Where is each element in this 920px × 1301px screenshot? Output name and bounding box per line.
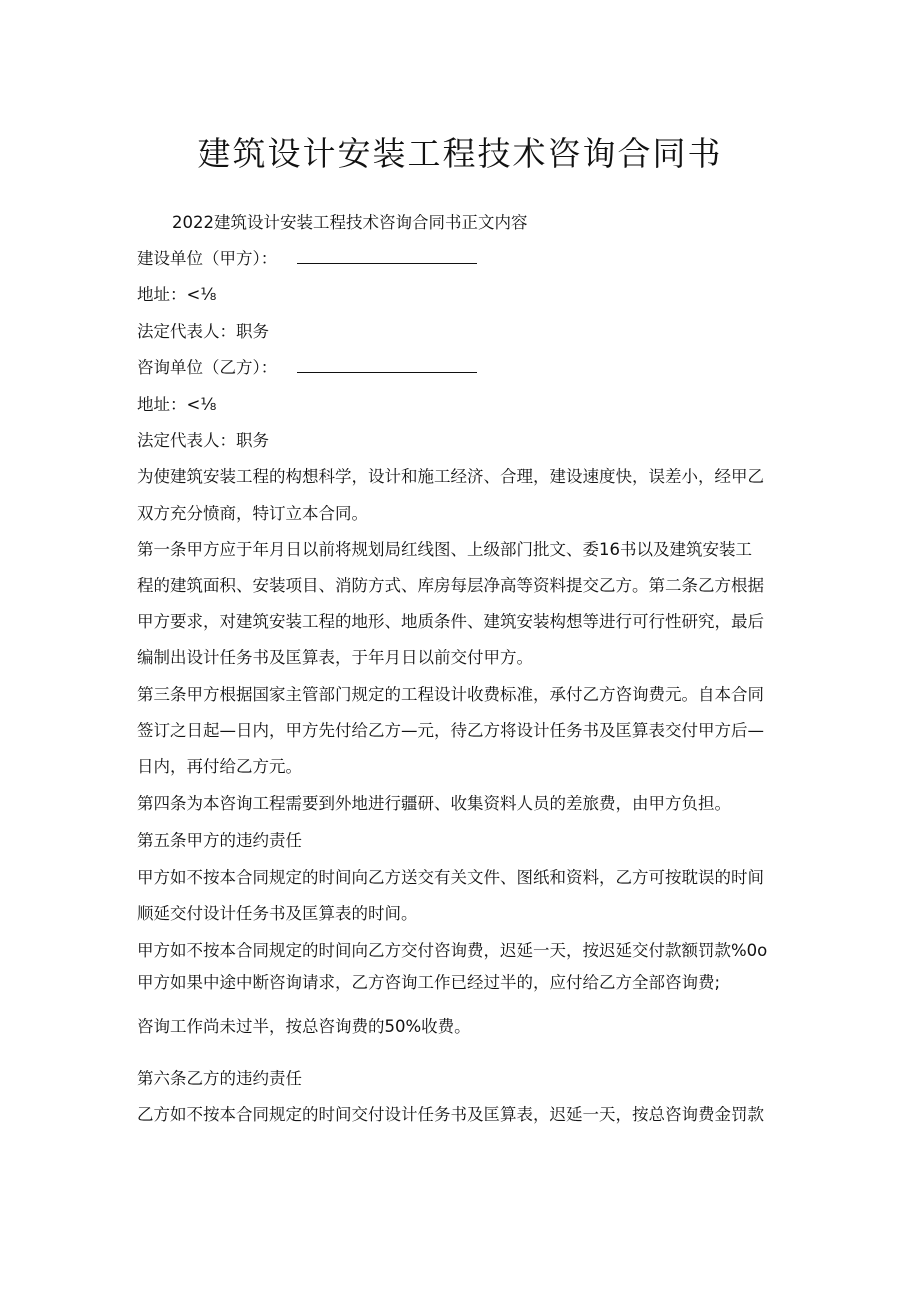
document-title: 建筑设计安装工程技术咨询合同书 xyxy=(197,134,723,173)
article-5-line: 咨询工作尚未过半，按总咨询费的50%收费。 xyxy=(137,1017,471,1036)
article-3-line: 签订之日起—日内，甲方先付给乙方—元，待乙方将设计任务书及匡算表交付甲方后— xyxy=(137,721,764,740)
party-a-address: 地址：<⅛ xyxy=(137,285,217,304)
article-5-line: 顺延交付设计任务书及匡算表的时间。 xyxy=(137,904,418,923)
article-5-line: 甲方如不按本合同规定的时间向乙方送交有关文件、图纸和资料，乙方可按耽误的时间 xyxy=(137,868,764,887)
article-5-heading: 第五条甲方的违约责任 xyxy=(137,831,302,850)
party-b-representative: 法定代表人：职务 xyxy=(137,431,269,450)
article-5-line: 甲方如不按本合同规定的时间向乙方交付咨询费，迟延一天，按迟延交付款额罚款%0o xyxy=(137,941,768,960)
party-a-representative: 法定代表人：职务 xyxy=(137,322,269,341)
article-3-line: 第三条甲方根据国家主管部门规定的工程设计收费标准，承付乙方咨询费元。自本合同 xyxy=(137,685,764,704)
party-b-label: 咨询单位（乙方）： xyxy=(137,358,278,377)
article-6-line: 乙方如不按本合同规定的时间交付设计任务书及匡算表，迟延一天，按总咨询费金罚款 xyxy=(137,1105,764,1124)
article-3-line: 日内，再付给乙方元。 xyxy=(137,757,302,776)
party-b-blank xyxy=(297,358,477,373)
party-b-address: 地址：<⅛ xyxy=(137,395,217,414)
party-a-label: 建设单位（甲方）： xyxy=(137,249,278,268)
article-2-line: 编制出设计任务书及匡算表，于年月日以前交付甲方。 xyxy=(137,648,533,667)
article-1-line: 第一条甲方应于年月日以前将规划局红线图、上级部门批文、委16书以及建筑安装工 xyxy=(137,540,752,559)
article-1-line: 程的建筑面积、安装项目、消防方式、库房每层净高等资料提交乙方。第二条乙方根据 xyxy=(137,576,764,595)
intro-heading: 2022建筑设计安装工程技术咨询合同书正文内容 xyxy=(172,213,528,232)
party-a-line xyxy=(137,249,787,269)
article-2-line: 甲方要求，对建筑安装工程的地形、地质条件、建筑安装构想等进行可行性研究，最后 xyxy=(137,612,764,631)
article-6-heading: 第六条乙方的违约责任 xyxy=(137,1069,302,1088)
party-a-blank xyxy=(297,249,477,264)
party-b-line xyxy=(137,358,787,378)
article-5-line: 甲方如果中途中断咨询请求，乙方咨询工作已经过半的，应付给乙方全部咨询费; xyxy=(137,973,721,992)
preamble-line: 双方充分愤商，特订立本合同。 xyxy=(137,504,368,523)
preamble-line: 为使建筑安装工程的构想科学，设计和施工经济、合理，建设速度快，误差小，经甲乙 xyxy=(137,467,764,486)
article-4-line: 第四条为本咨询工程需要到外地进行疆研、收集资料人员的差旅费，由甲方负担。 xyxy=(137,794,731,813)
